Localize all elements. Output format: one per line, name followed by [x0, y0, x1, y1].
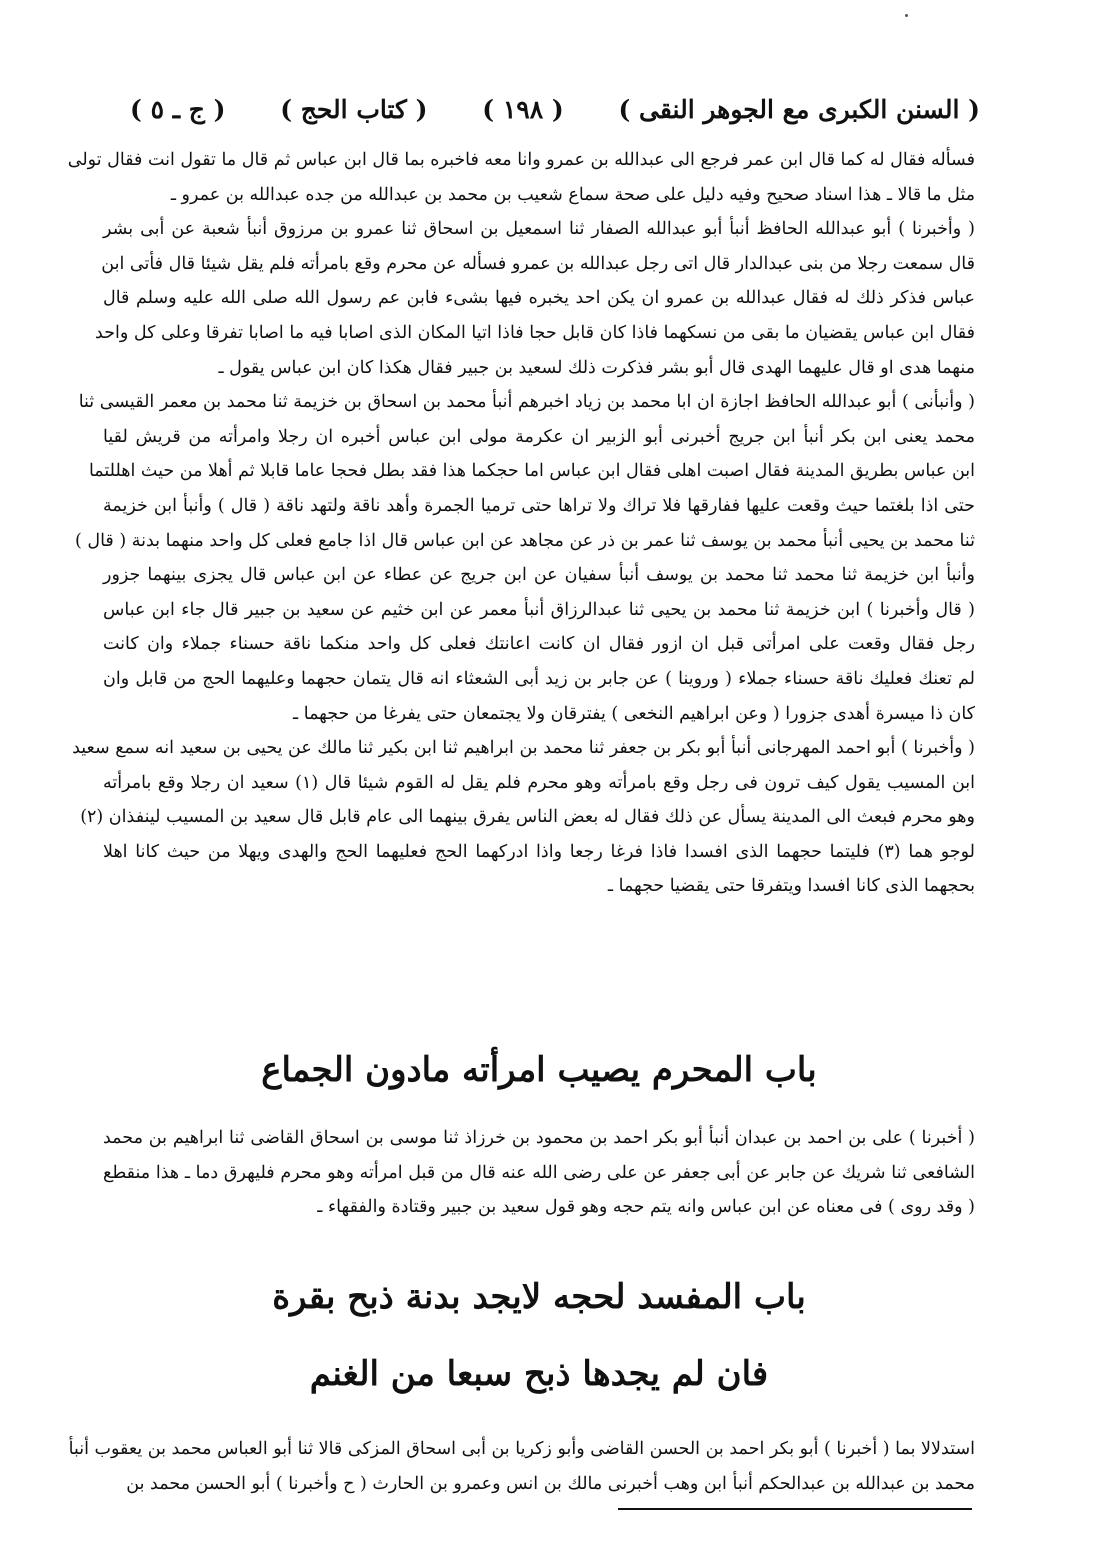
running-header [130, 92, 980, 126]
chapter-heading-1: باب المحرم يصيب امرأته مادون الجماع [261, 1050, 817, 1090]
text-line: وهو محرم فبعث الى المدينة يسأل عن ذلك فقال له بعض الناس يفرق بينهما الى عام قابل قال سعيد بن المسيب لينفذان (٢) [80, 807, 975, 828]
header-book-title: ( السنن الكبرى مع الجوهر النقى ) [618, 94, 980, 124]
text-line: استدلالا بما ( أخبرنا ) أبو بكر احمد بن الحسن القاضى وأبو زكريا بن أبى اسحاق المزكى قالا ثنا أبو العباس محمد بن يعقوب أنبأ [68, 1439, 975, 1459]
text-line: ( وأنبأنى ) أبو عبدالله الحافظ اجازة ان ابا محمد بن زياد اخبرهم أنبأ محمد بن اسحاق بن خزيمة ثنا محمد بن معمر القيسى ثنا [78, 392, 975, 413]
chapter-2-text [68, 1432, 975, 1501]
text-line: لوجو هما (٣) فليتما حجهما الذى افسدا فاذا فرغا رجعا واذا ادركهما الحج فعليهما الحج والهدى ويهلا من حيث كانا اهلا [103, 841, 975, 862]
header-volume: ( ج ـ ٥ ) [130, 94, 226, 124]
text-line: ثنا محمد بن يحيى أنبأ محمد بن يوسف ثنا عمر بن ذر عن مجاهد عن ابن عباس قال اذا جامع فعلى كل واحد منهما بدنة ( قال ) [74, 530, 975, 551]
text-line: قال سمعت رجلا من بنى عبدالدار قال اتى رجل عبدالله بن عمرو فسأله عن محرم وقع بامرأته فلم يقل شيئا قال فأتى ابن [101, 253, 975, 274]
header-page-number: ( ١٩٨ ) [482, 94, 564, 124]
footnote-rule [618, 1508, 972, 1510]
text-line: الشافعى ثنا شريك عن جابر عن أبى جعفر عن على رضى الله عنه قال من قبل امرأته وهو محرم فليهرق دما ـ هذا منقطع [103, 1162, 975, 1183]
text-line: لم تعنك فعليك ناقة حسناء جملاء ( وروينا ) عن جابر بن زيد أبى الشعثاء انه قال يتمان حجهما وعليهما الحج من قابل وان [103, 668, 975, 689]
text-line: منهما هدى او قال عليهما الهدى قال أبو بشر فذكرت ذلك لسعيد بن جبير فقال هكذا كان ابن عباس يقول ـ [218, 357, 975, 378]
text-line: ( وأخبرنا ) أبو احمد المهرجانى أنبأ أبو بكر بن جعفر ثنا محمد بن ابراهيم ثنا ابن بكير ثنا مالك عن يحيى بن سعيد انه سمع سعيد [72, 738, 975, 759]
text-line: فسأله فقال له كما قال ابن عمر فرجع الى عبدالله بن عمرو وانا معه فاخبره بما قال ابن عباس ثم قال ما تقول انت فقال تولى [67, 150, 975, 170]
text-line: رجل فقال وقعت على امرأتى قبل ان ازور فقال ان كانت اعانتك فعلى كل واحد منكما ناقة حسناء جملاء وان كانت [103, 634, 975, 655]
text-line: فقال ابن عباس يقضيان ما بقى من نسكهما فاذا كان قابل حجا فاذا اتيا المكان الذى اصابا فيه ما اصابا تفرقا وعلى كل واحد [95, 322, 975, 343]
text-line: كان ذا ميسرة أهدى جزورا ( وعن ابراهيم النخعى ) يفترقان ولا يجتمعان حتى يفرغا من حجهما ـ [293, 703, 975, 724]
main-text-block [67, 143, 975, 904]
text-line: ( أخبرنا ) على بن احمد بن عبدان أنبأ أبو بكر احمد بن محمود بن خرزاذ ثنا موسى بن اسحاق القاضى ثنا ابراهيم بن محمد [103, 1128, 975, 1148]
text-line: ابن المسيب يقول كيف ترون فى رجل وقع بامرأته وهو محرم فلم يقل له القوم شيئا قال (١) سعيد ان رجلا وقع بامرأته [103, 772, 975, 793]
text-line: مثل ما قالا ـ هذا اسناد صحيح وفيه دليل على صحة سماع شعيب بن محمد بن عبدالله من جده عبدالله بن عمرو ـ [170, 184, 975, 205]
text-line: ابن عباس بطريق المدينة فقال اصبت اهلى فقال ابن عباس اما حجكما هذا فقد بطل فحجا عاما قابلا ثم أهلا من حيث اهللتما [88, 461, 975, 482]
text-line: حتى اذا بلغتما حيث وقعت عليها ففارقها فلا تراك ولا تراها حتى ترميا الجمرة وأهد ناقة ولتهد ناقة ( قال ) وأنبأ ابن خزيمة [103, 495, 975, 516]
text-line: وأنبأ ابن خزيمة ثنا محمد ثنا محمد بن يوسف أنبأ سفيان عن ابن جريج عن عطاء عن ابن عباس قال يجزى بينهما جزور [103, 565, 975, 586]
chapter-heading-2a: باب المفسد لحجه لايجد بدنة ذبح بقرة [272, 1277, 806, 1317]
text-line: ( وقد روى ) فى معناه عن ابن عباس وانه يتم حجه وهو قول سعيد بن جبير وقتادة والفقهاء ـ [317, 1197, 975, 1218]
text-line: محمد بن عبدالله بن عبدالحكم أنبأ ابن وهب أخبرنى مالك بن انس وعمرو بن الحارث ( ح وأخبرنا ) أبو الحسن محمد بن [126, 1473, 975, 1494]
text-line: عباس فذكر ذلك له فقال عبدالله بن عمرو ان يكن احد يخبره فيها بشىء فابن عم رسول الله صلى الله عليه وسلم قال [103, 288, 975, 309]
chapter-heading-2b: فان لم يجدها ذبح سبعا من الغنم [309, 1354, 769, 1394]
text-line: ( وأخبرنا ) أبو عبدالله الحافظ أنبأ أبو عبدالله الصفار ثنا اسمعيل بن اسحاق ثنا عمرو بن مرزوق أنبأ شعبة عن أبى بشر [103, 219, 975, 240]
scan-speck [905, 14, 908, 17]
text-line: بحجهما الذى كانا افسدا ويتفرقا حتى يقضيا حجهما ـ [607, 876, 975, 897]
text-line: ( قال وأخبرنا ) ابن خزيمة ثنا محمد بن يحيى ثنا عبدالرزاق أنبأ معمر عن ابن خثيم عن سعيد بن جبير قال جاء ابن عباس [103, 599, 975, 620]
text-line: محمد يعنى ابن بكر أنبأ ابن جريج أخبرنى أبو الزبير ان عكرمة مولى ابن عباس أخبره ان رجلا وامرأته من قريش لقيا [103, 426, 975, 447]
chapter-1-text [103, 1121, 975, 1225]
header-section: ( كتاب الحج ) [280, 94, 428, 124]
